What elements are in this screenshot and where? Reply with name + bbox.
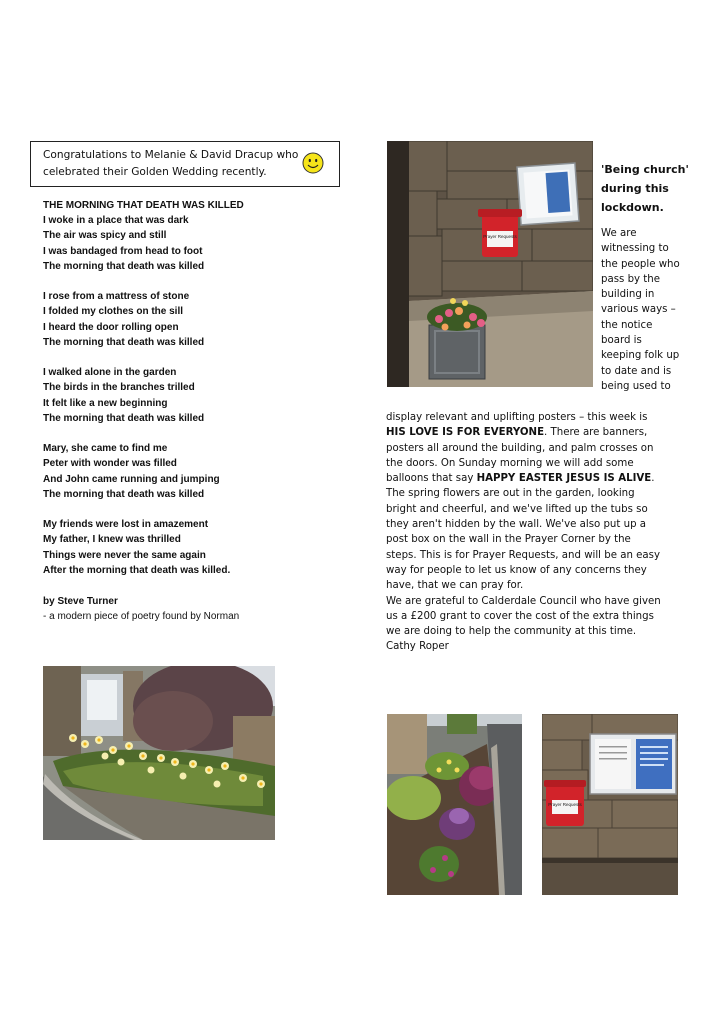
side-line: various ways –	[601, 304, 676, 316]
poem-line: The morning that death was killed	[43, 412, 205, 424]
poem-author: by Steve Turner	[43, 596, 118, 607]
poem-stanza-1	[43, 213, 343, 274]
poem-line: The birds in the branches trilled	[43, 382, 195, 394]
notice-board-wall-photo	[542, 714, 678, 895]
poem-line: The morning that death was killed	[43, 260, 205, 272]
poem-stanza-2	[43, 289, 343, 350]
poem-line: And John came running and jumping	[43, 473, 220, 485]
poem-stanza-3	[43, 365, 343, 426]
poem-line: I folded my clothes on the sill	[43, 306, 184, 318]
postbox-label: Prayer Requests	[483, 234, 517, 239]
body-line: balloons that say HAPPY EASTER JESUS IS ALIVE.	[386, 473, 655, 485]
body-line: us a £200 grant to cover the cost of the extra things	[386, 610, 654, 622]
poem-line: It felt like a new beginning	[43, 397, 168, 409]
poem-line: I woke in a place that was dark	[43, 215, 189, 227]
article-heading	[601, 160, 711, 217]
congrats-line-2: celebrated their Golden Wedding recently.	[43, 166, 267, 178]
body-line: they aren't hidden by the wall. We've also put up a	[386, 519, 647, 531]
highlight-text: HAPPY EASTER JESUS IS ALIVE	[476, 473, 652, 485]
poem-line: The morning that death was killed	[43, 336, 205, 348]
body-line: we are doing to help the community at this time.	[386, 626, 637, 638]
body-line: bright and cheerful, and we've lifted up the tubs so	[386, 503, 648, 515]
side-line: to date and is	[601, 365, 672, 377]
poem-line: Mary, she came to find me	[43, 443, 168, 455]
postbox-label: Prayer Requests	[548, 802, 582, 807]
poem-line: The morning that death was killed	[43, 488, 205, 500]
smiley-face-icon	[302, 152, 324, 174]
poem-line: Things were never the same again	[43, 549, 206, 561]
side-line: the people who	[601, 258, 680, 270]
poem-note: - a modern piece of poetry found by Norman	[43, 611, 240, 623]
poem-byline	[43, 594, 343, 624]
heading-line: lockdown.	[601, 201, 664, 214]
poem-line: I rose from a mattress of stone	[43, 291, 190, 303]
body-line: post box on the wall in the Prayer Corner by the	[386, 534, 631, 546]
side-line: We are	[601, 228, 637, 239]
poem-line: I was bandaged from head to foot	[43, 245, 203, 257]
congrats-line-1: Congratulations to Melanie & David Dracup who	[43, 149, 299, 161]
notice-board-postbox-photo	[387, 141, 593, 387]
poem-line: Peter with wonder was filled	[43, 458, 177, 470]
flower-bed-photo	[387, 714, 522, 895]
side-line: pass by the	[601, 273, 661, 285]
body-line: way for people to let us know of any concerns they	[386, 564, 647, 576]
congratulations-box	[30, 141, 340, 187]
side-line: building in	[601, 289, 655, 301]
body-line: the doors. On Sunday morning we will add some	[386, 457, 634, 469]
side-line: the notice	[601, 319, 653, 331]
poem	[43, 198, 343, 593]
poem-line: After the morning that death was killed.	[43, 564, 231, 576]
body-line: HIS LOVE IS FOR EVERYONE. There are banners,	[386, 427, 648, 439]
side-line: board is	[601, 335, 642, 347]
poem-line: My father, I knew was thrilled	[43, 534, 181, 546]
article-signature: Cathy Roper	[386, 641, 449, 653]
side-line: witnessing to	[601, 243, 669, 255]
poem-title: THE MORNING THAT DEATH WAS KILLED	[43, 200, 244, 211]
article-body	[386, 410, 716, 655]
poem-line: I heard the door rolling open	[43, 321, 179, 333]
poem-stanza-4	[43, 441, 343, 502]
poem-line: I walked alone in the garden	[43, 367, 177, 379]
body-line: posters all around the building, and palm crosses on	[386, 442, 654, 454]
poem-line: My friends were lost in amazement	[43, 519, 209, 531]
side-line: keeping folk up	[601, 350, 680, 362]
poem-line: The air was spicy and still	[43, 230, 167, 242]
heading-line: 'Being church'	[601, 163, 689, 176]
body-line: The spring flowers are out in the garden, looking	[386, 488, 635, 500]
body-line: We are grateful to Calderdale Council who have given	[386, 595, 661, 607]
article-side-text	[601, 226, 711, 394]
body-line: display relevant and uplifting posters – this week is	[386, 412, 648, 423]
body-line: steps. This is for Prayer Requests, and will be an easy	[386, 549, 661, 561]
highlight-text: HIS LOVE IS FOR EVERYONE	[386, 427, 545, 439]
side-line: being used to	[601, 380, 671, 392]
heading-line: during this	[601, 182, 669, 195]
daffodils-photo	[43, 666, 275, 840]
body-line: have, that we can pray for.	[386, 580, 524, 592]
poem-stanza-5	[43, 517, 343, 578]
